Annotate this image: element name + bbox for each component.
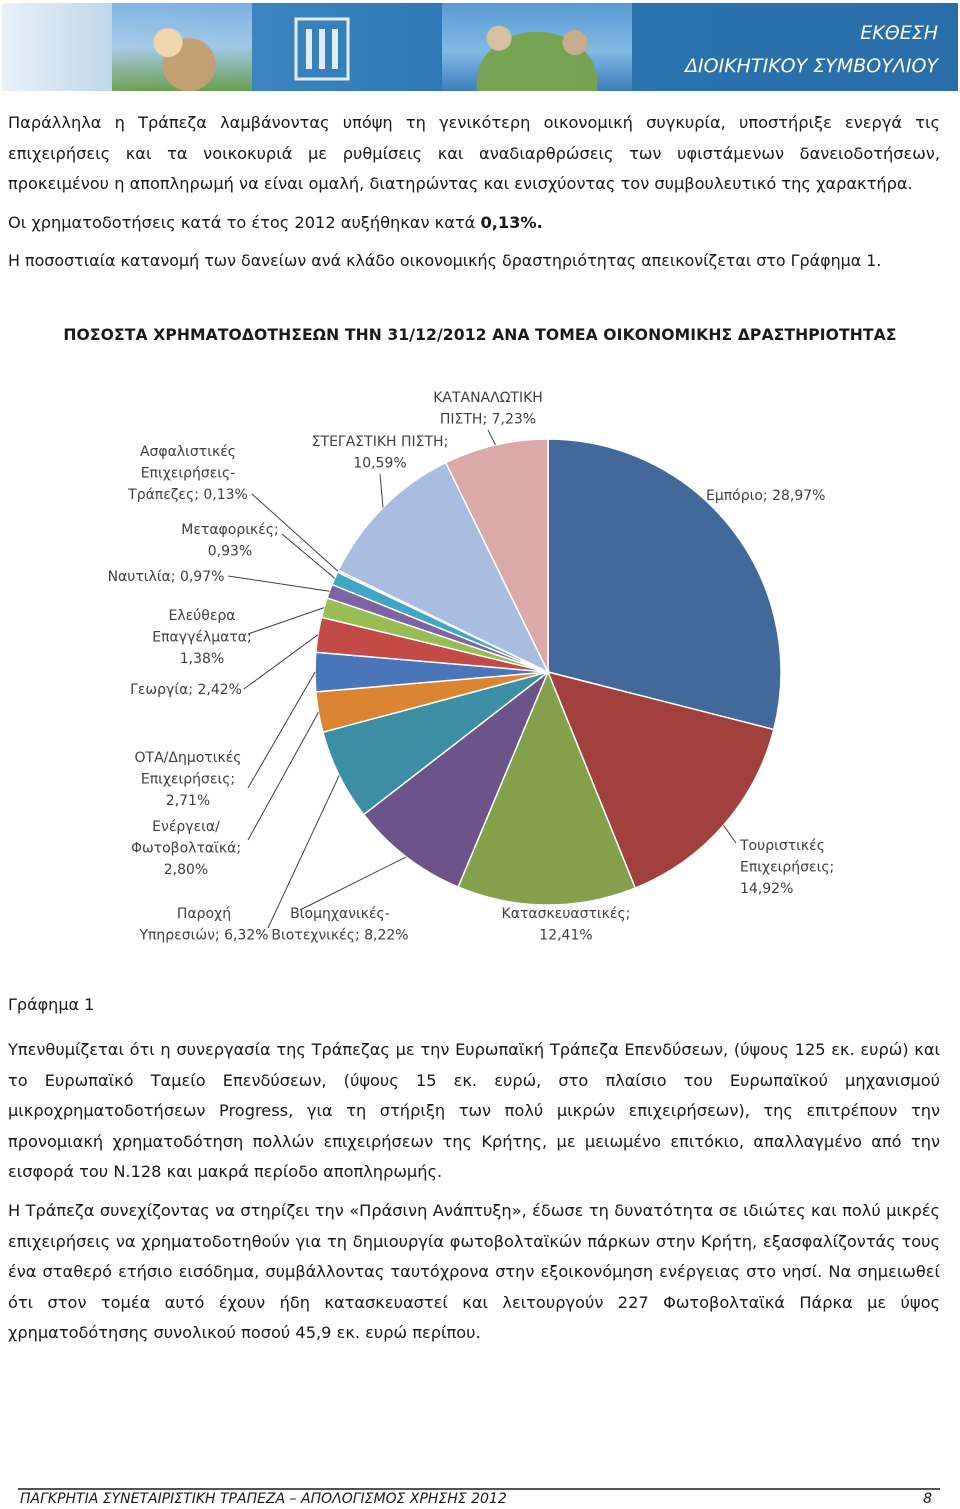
green-growth-paragraph: Η Τράπεζα συνεχίζοντας να στηρίζει την «Πράσινη Ανάπτυξη», έδωσε τη δυνατότητα σε ιδιώτες και πολύ μικρές επιχειρήσεις να χρηματοδοτηθούν για τη δημιουργία φωτοβολταϊκών πάρκων στην Κρήτη, εξασφαλίζοντάς τους ένα σταθερό ετήσιο εισόδημα, συμβάλλοντας ταυτόχρονα στην εξοικονόμηση ενέργειας στο νησί. Να σημειωθεί ότι στον τομέα αυτό έχουν ήδη κατασκευαστεί και λειτουργούν 227 Φωτοβολταϊκά Πάρκα με ύψος χρηματοδότησης συνολικού ποσού 45,9 εκ. ευρώ περίπου. bbox=[8, 1200, 940, 1343]
footer-rule bbox=[18, 1488, 940, 1490]
banner-photo-family bbox=[442, 3, 632, 91]
leader-line-1 bbox=[724, 825, 737, 843]
pie-chart bbox=[0, 380, 960, 980]
slice-label-4: Παροχή Υπηρεσιών; 6,32% bbox=[139, 906, 269, 944]
slice-label-12: ΣΤΕΓΑΣΤΙΚΗ ΠΙΣΤΗ; 10,59% bbox=[311, 434, 449, 472]
leader-line-12 bbox=[380, 474, 383, 508]
slice-label-13: ΚΑΤΑΝΑΛΩΤΙΚΗ ΠΙΣΤΗ; 7,23% bbox=[433, 390, 543, 428]
leader-line-7 bbox=[244, 635, 318, 689]
leader-line-9 bbox=[228, 576, 330, 591]
slice-label-3: Βιομηχανικές-Βιοτεχνικές; 8,22% bbox=[271, 906, 409, 944]
growth-text: Οι χρηματοδοτήσεις κατά το έτος 2012 αυξήθηκαν κατά bbox=[8, 212, 481, 232]
slice-label-11: Ασφαλιστικές Επιχειρήσεις-Τράπεζες; 0,13% bbox=[128, 444, 248, 503]
chart-title: ΠΟΣΟΣΤΑ ΧΡΗΜΑΤΟΔΟΤΗΣΕΩΝ ΤΗΝ 31/12/2012 ΑΝΑ ΤΟΜΕΑ ΟΙΚΟΝΟΜΙΚΗΣ ΔΡΑΣΤΗΡΙΟΤΗΤΑΣ bbox=[63, 326, 897, 344]
slice-label-10: Μεταφορικές; 0,93% bbox=[181, 522, 279, 560]
leader-line-6 bbox=[248, 672, 315, 788]
banner-photo-child bbox=[112, 3, 252, 91]
slice-label-5: Ενέργεια/ Φωτοβολταϊκά; 2,80% bbox=[130, 819, 242, 878]
intro-paragraph: Παράλληλα η Τράπεζα λαμβάνοντας υπόψη τη γενικότερη οικονομική συγκυρία, υποστήριξε ενεργά τις επιχειρήσεις και τα νοικοκυριά με ρυθμίσεις και αναδιαρθρώσεις των υφιστάμενων δανειοδοτήσεων, προκειμένου η αποπληρωμή να είναι ομαλή, διατηρώντας και ενισχύοντας τον συμβουλευτικό της χαρακτήρα. bbox=[8, 113, 940, 194]
footer-publisher: ΠΑΓΚΡΗΤΙΑ ΣΥΝΕΤΑΙΡΙΣΤΙΚΗ ΤΡΑΠΕΖΑ – ΑΠΟΛΟΓΙΣΜΟΣ ΧΡΗΣΗΣ 2012 bbox=[20, 1491, 507, 1507]
report-title-line1: ΕΚΘΕΣΗ bbox=[860, 22, 938, 44]
bank-logo-icon bbox=[292, 13, 352, 85]
growth-sentence bbox=[8, 208, 940, 238]
caption: Γράφημα 1 bbox=[8, 995, 95, 1014]
leader-line-13 bbox=[488, 430, 496, 445]
slice-label-0: Εμπόριο; 28,97% bbox=[706, 488, 826, 504]
cooperation-paragraph: Υπενθυμίζεται ότι η συνεργασία της Τράπεζας με την Ευρωπαϊκή Τράπεζα Επενδύσεων, (ύψους 125 εκ. ευρώ) και το Ευρωπαϊκό Ταμείο Επενδύσεων, (ύψους 15 εκ. ευρώ, στο πλαίσιο του Ευρωπαϊκού μηχανισμού μικροχρηματοδοτήσεων Progress, για τη στήριξη των πολύ μικρών επιχειρήσεων), της επιτρέπουν την προνομιακή χρηματοδότηση πολλών επιχειρήσεων της Κρήτης, με μειωμένο επιτόκιο, απαλλαγμένο από την εισφορά του Ν.128 και μακρά περίοδο αποπληρωμής. bbox=[8, 1040, 940, 1182]
slice-label-9: Ναυτιλία; 0,97% bbox=[107, 569, 225, 585]
distribution-sentence: Η ποσοστιαία κατανομή των δανείων ανά κλάδο οικονομικής δραστηριότητας απεικονίζεται στο Γράφημα 1. bbox=[8, 250, 882, 270]
slice-label-8: Ελεύθερα Επαγγέλματα; 1,38% bbox=[152, 608, 252, 667]
leader-line-3 bbox=[300, 857, 406, 910]
header-banner bbox=[2, 3, 958, 91]
intro-section bbox=[8, 108, 940, 276]
leader-line-8 bbox=[248, 608, 324, 634]
page-number: 8 bbox=[923, 1491, 932, 1507]
slice-label-6: ΟΤΑ/Δημοτικές Επιχειρήσεις; 2,71% bbox=[134, 750, 242, 809]
slice-label-7: Γεωργία; 2,42% bbox=[130, 682, 242, 698]
leader-line-10 bbox=[282, 534, 335, 578]
report-title bbox=[685, 17, 938, 83]
body-section bbox=[8, 1035, 940, 1349]
report-title-line2: ΔΙΟΙΚΗΤΙΚΟΥ ΣΥΜΒΟΥΛΙΟΥ bbox=[685, 55, 938, 77]
growth-value: 0,13%. bbox=[480, 212, 543, 232]
slice-label-2: Κατασκευαστικές; 12,41% bbox=[501, 906, 631, 944]
slice-label-1: Τουριστικές Επιχειρήσεις; 14,92% bbox=[740, 838, 835, 897]
leader-line-5 bbox=[248, 712, 319, 840]
